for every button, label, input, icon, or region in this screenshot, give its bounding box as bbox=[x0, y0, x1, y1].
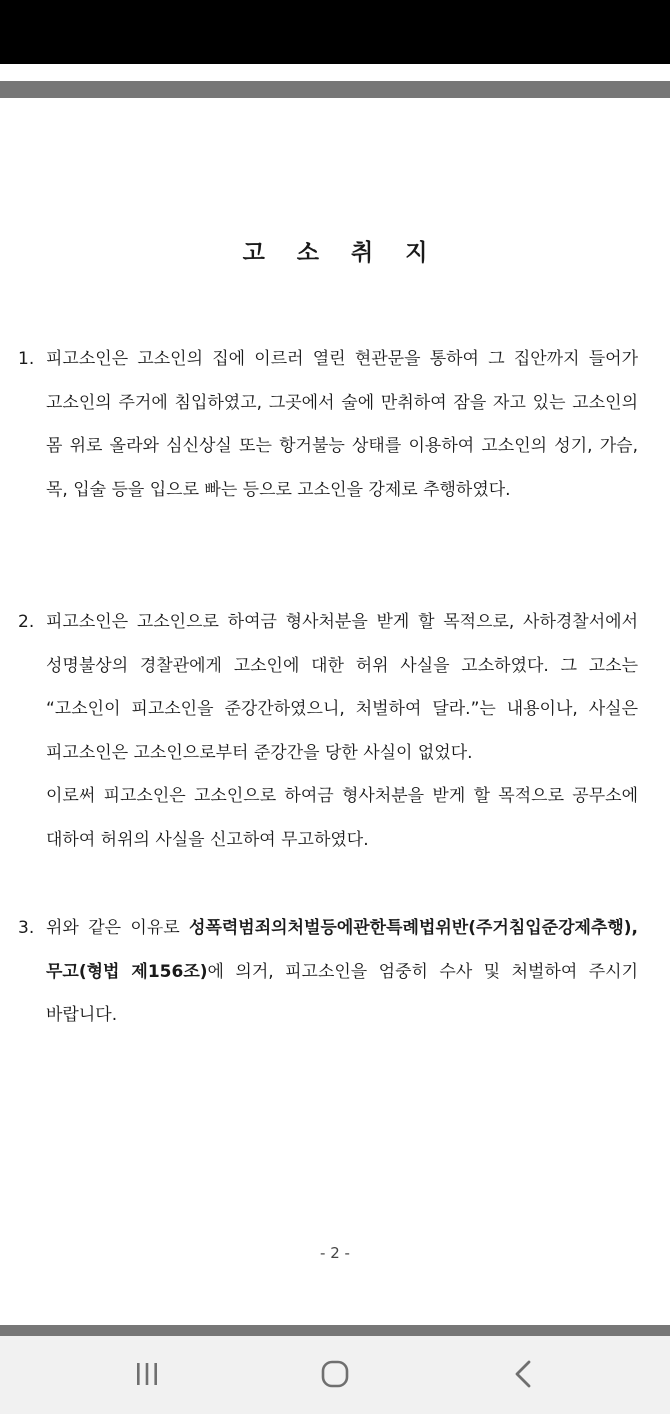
paragraph-1 bbox=[18, 338, 638, 512]
home-icon bbox=[320, 1359, 350, 1389]
paragraph-number: 2. bbox=[18, 612, 35, 632]
charge-names: 성폭력범죄의처벌등에관한특례법위반(주거침입준강제추행), 무고(형법 제156조) bbox=[46, 918, 638, 982]
paragraph-text-lead: 위와 같은 이유로 bbox=[46, 918, 190, 938]
viewer-top-edge bbox=[0, 81, 670, 99]
paragraph-3 bbox=[18, 907, 638, 1038]
back-icon bbox=[510, 1359, 536, 1389]
recent-apps-icon bbox=[134, 1361, 160, 1387]
paragraph-text-continued: 이로써 피고소인은 고소인으로 하여금 형사처분을 받게 할 목적으로 공무소에 대하여 허위의 사실을 신고하여 무고하였다. bbox=[46, 786, 638, 850]
viewer-bottom-edge bbox=[0, 1325, 670, 1336]
paragraph-text: 피고소인은 고소인의 집에 이르러 열린 현관문을 통하여 그 집안까지 들어가 고소인의 주거에 침입하였고, 그곳에서 술에 만취하여 잠을 자고 있는 고소인의 몸 위로 올라와 심신상실 또는 항거불능 상태를 이용하여 고소인의 성기, 가슴, 목, 입술 등을 입으로 빠는 등으로 고소인을 강제로 추행하였다. bbox=[46, 349, 638, 500]
home-button[interactable] bbox=[305, 1350, 365, 1398]
paragraph-text: 피고소인은 고소인으로 하여금 형사처분을 받게 할 목적으로, 사하경찰서에서 성명불상의 경찰관에게 고소인에 대한 허위 사실을 고소하였다. 그 고소는 “고소인이 피고소인을 준강간하였으니, 처벌하여 달라.”는 내용이나, 사실은 피고소인은 고소인으로부터 준강간을 당한 사실이 없었다. bbox=[46, 612, 638, 763]
paragraph-number: 1. bbox=[18, 349, 35, 369]
paragraph-number: 3. bbox=[18, 918, 35, 938]
paragraph-text-tail: 에 의거, 피고소인을 엄중히 수사 및 처벌하여 주시기 바랍니다. bbox=[46, 961, 638, 1025]
paragraph-2 bbox=[18, 601, 638, 862]
paragraph-text bbox=[46, 907, 638, 1038]
document-title: 고소취지 bbox=[242, 240, 460, 266]
back-button[interactable] bbox=[493, 1350, 553, 1398]
page-number: - 2 - bbox=[320, 1244, 350, 1262]
recent-apps-button[interactable] bbox=[117, 1350, 177, 1398]
status-bar bbox=[0, 0, 670, 64]
